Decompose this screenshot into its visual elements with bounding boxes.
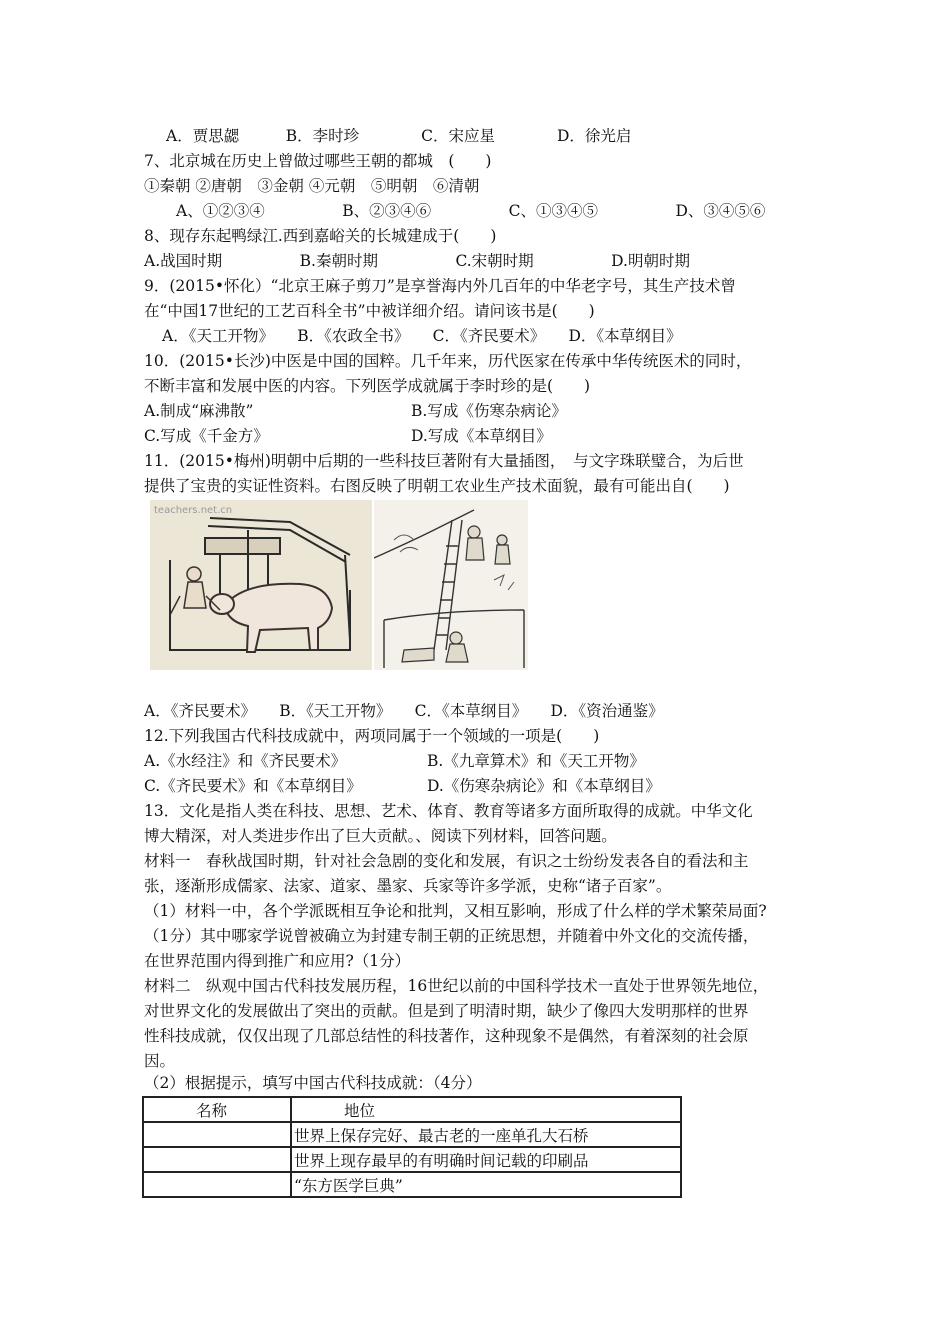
answer-cell[interactable] (143, 1172, 291, 1197)
position-cell: 世界上保存完好、最古老的一座单孔大石桥 (291, 1122, 681, 1147)
material2-line3: 性科技成就，仅仅出现了几部总结性的科技著作，这种现象不是偶然，有着深刻的社会原 (144, 1027, 749, 1045)
material1-line1: 材料一 春秋战国时期，针对社会急剧的变化和发展，有识之士纷纷发表各自的看法和主 (144, 852, 749, 870)
q10-stem-line2: 不断丰富和发展中医的内容。下列医学成就属于李时珍的是( ) (144, 377, 591, 395)
q10-option-a: A.制成“麻沸散” (144, 402, 254, 420)
q9-stem-line2: 在“中国17世纪的工艺百科全书”中被详细介绍。请问该书是( ) (144, 302, 595, 320)
q12-option-c: C.《齐民要术》和《本草纲目》 (144, 777, 362, 795)
answer-cell[interactable] (143, 1147, 291, 1172)
material1-line2: 张，逐渐形成儒家、法家、道家、墨家、兵家等许多学派，史称“诸子百家”。 (144, 877, 672, 895)
material2-line1: 材料二 纵观中国古代科技发展历程，16世纪以前的中国科学技术一直处于世界领先地位， (144, 977, 769, 995)
answer-cell[interactable] (143, 1122, 291, 1147)
subq1-line1: （1）材料一中，各个学派既相互争论和批判，又相互影响，形成了什么样的学术繁荣局面? (144, 902, 767, 920)
table-row (143, 1147, 681, 1172)
header-name: 名称 (143, 1097, 291, 1122)
q10-option-c: C.写成《千金方》 (144, 427, 269, 445)
q11-stem-line1: 11．(2015•梅州)明朝中后期的一些科技巨著附有大量插图， 与文字珠联璧合，为后世 (144, 452, 744, 470)
q8-stem: 8、现存东起鸭绿江.西到嘉峪关的长城建成于( ) (144, 227, 497, 245)
q11-options: A．《齐民要术》 B．《天工开物》 C．《本草纲目》 D．《资治通鉴》 (144, 702, 664, 720)
illustration-watermark: teachers.net.cn (154, 505, 233, 516)
header-position: 地位 (291, 1097, 681, 1122)
q12-option-b: B.《九章算术》和《天工开物》 (427, 752, 645, 770)
table-header-row (143, 1097, 681, 1122)
subq2-prompt: （2）根据提示，填写中国古代科技成就：（4分） (144, 1074, 482, 1092)
q10-stem-line1: 10．(2015•长沙)中医是中国的国粹。几千年来，历代医家在传承中华传统医术的同时， (144, 352, 752, 370)
q12-stem: 12.下列我国古代科技成就中，两项同属于一个领域的一项是( ) (144, 727, 600, 745)
ox-machine-illustration (150, 500, 372, 670)
well-drilling-illustration (374, 500, 528, 670)
q10-option-d: D.写成《本草纲目》 (411, 427, 552, 445)
q12-option-d: D.《伤寒杂病论》和《本草纲目》 (427, 777, 661, 795)
q7-items: ①秦朝 ②唐朝 ③金朝 ④元朝 ⑤明朝 ⑥清朝 (144, 177, 480, 195)
q11-stem-line2: 提供了宝贵的实证性资料。右图反映了明朝工农业生产技术面貌，最有可能出自( ) (144, 477, 730, 495)
q12-option-a: A.《水经注》和《齐民要术》 (144, 752, 347, 770)
subq1-line2: （1分）其中哪家学说曾被确立为封建专制王朝的正统思想，并随着中外文化的交流传播， (144, 927, 759, 945)
q10-option-b: B.写成《伤寒杂病论》 (411, 402, 567, 420)
q9-options: A．《天工开物》 B．《农政全书》 C．《齐民要术》 D．《本草纲目》 (162, 327, 682, 345)
table-row (143, 1172, 681, 1197)
achievements-table (142, 1096, 682, 1198)
q13-stem-line2: 博大精深，对人类进步作出了巨大贡献。、阅读下列材料，回答问题。 (144, 827, 617, 845)
position-cell: “东方医学巨典” (291, 1172, 681, 1197)
subq1-line3: 在世界范围内得到推广和应用?（1分） (144, 952, 411, 970)
q13-stem-line1: 13．文化是指人类在科技、思想、艺术、体育、教育等诸多方面所取得的成就。中华文化 (144, 802, 753, 820)
position-cell: 世界上现存最早的有明确时间记载的印刷品 (291, 1147, 681, 1172)
q9-stem-line1: 9．(2015•怀化）“北京王麻子剪刀”是享誉海内外几百年的中华老字号，其生产技术曾 (144, 277, 736, 295)
q7-stem: 7、北京城在历史上曾做过哪些王朝的都城 ( ) (144, 152, 492, 170)
q6-options: A．贾思勰 B．李时珍 C．宋应星 D．徐光启 (166, 127, 632, 145)
material2-line2: 对世界文化的发展做出了突出的贡献。但是到了明清时期，缺少了像四大发明那样的世界 (144, 1002, 749, 1020)
q7-options: A、①②③④ B、②③④⑥ C、①③④⑤ D、③④⑤⑥ (176, 202, 766, 220)
material2-line4: 因。 (144, 1052, 176, 1070)
q8-options: A.战国时期 B.秦朝时期 C.宋朝时期 D.明朝时期 (144, 252, 690, 270)
table-row (143, 1122, 681, 1147)
